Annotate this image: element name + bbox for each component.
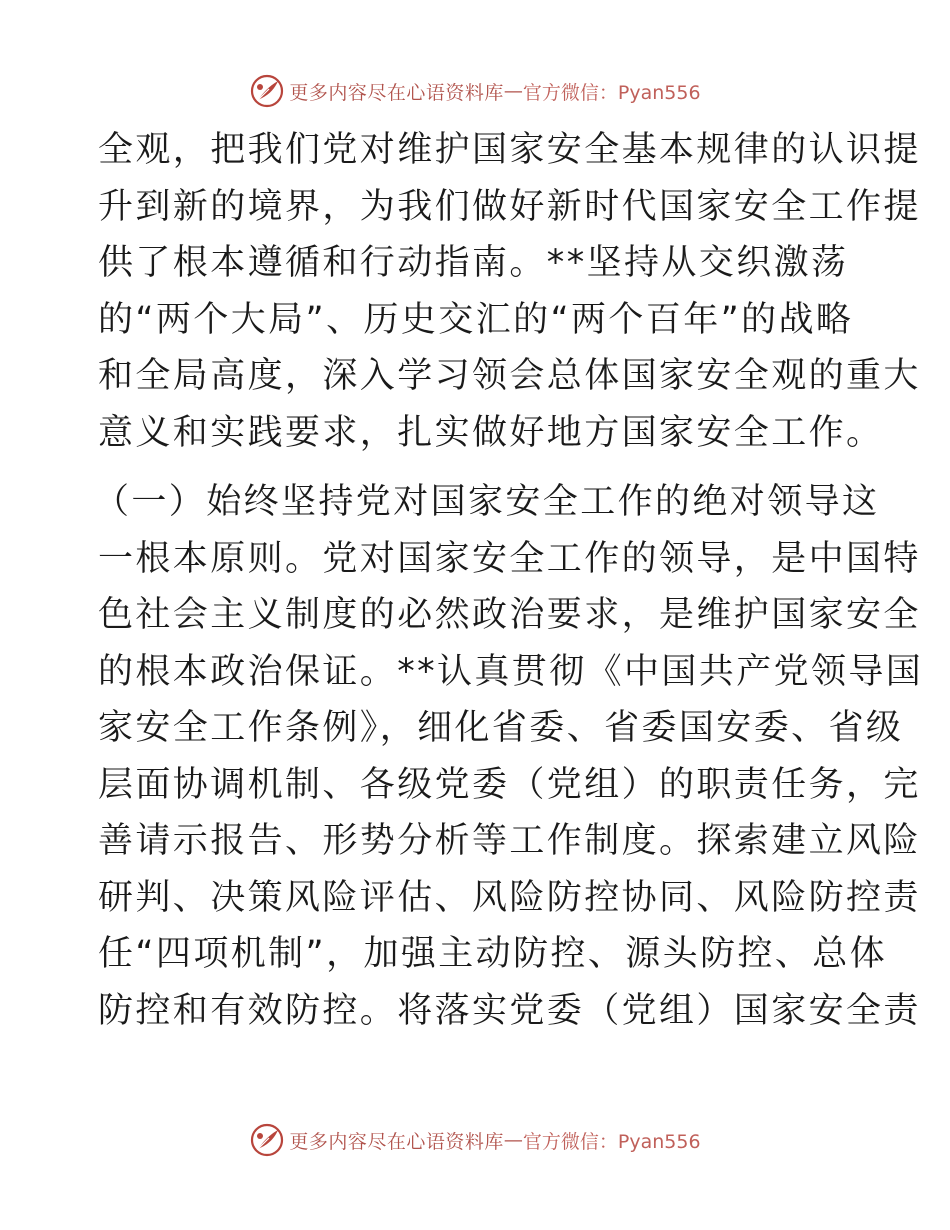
text-line: 全观，把我们党对维护国家安全基本规律的认识提 xyxy=(98,130,921,170)
banner-contact: 官方微信：Pyan556 xyxy=(522,1130,701,1153)
section-heading-line: （一）始终坚持党对国家安全工作的绝对领导这 xyxy=(94,482,880,522)
feather-pen-logo-icon xyxy=(249,1122,285,1158)
banner-site-name: 更多内容尽在心语资料库 xyxy=(289,81,504,104)
text-line: 的“两个大局”、历史交汇的“两个百年”的战略 xyxy=(98,299,854,340)
text-line: 的根本政治保证。**认真贯彻《中国共产党领导国 xyxy=(98,651,924,692)
header-watermark xyxy=(0,71,950,111)
text-line: 一根本原则。党对国家安全工作的领导，是中国特 xyxy=(98,538,921,579)
feather-pen-logo-icon xyxy=(249,73,285,109)
text-line: 色社会主义制度的必然政治要求，是维护国家安全 xyxy=(98,595,921,635)
text-line: 任“四项机制”，加强主动防控、源头防控、总体 xyxy=(98,934,888,974)
text-line: 升到新的境界，为我们做好新时代国家安全工作提 xyxy=(98,186,921,227)
banner-contact: 官方微信：Pyan556 xyxy=(522,81,701,104)
text-line: 和全局高度，深入学习领会总体国家安全观的重大 xyxy=(98,356,921,396)
text-line: 层面协调机制、各级党委（党组）的职责任务，完 xyxy=(98,764,921,805)
text-line: 供了根本遵循和行动指南。**坚持从交织激荡 xyxy=(98,243,849,283)
text-line: 研判、决策风险评估、风险防控协同、风险防控责 xyxy=(98,877,921,918)
text-line: 防控和有效防控。将落实党委（党组）国家安全责 xyxy=(98,990,921,1031)
footer-watermark xyxy=(0,1120,950,1160)
banner-site-name: 更多内容尽在心语资料库 xyxy=(289,1130,504,1153)
text-line: 善请示报告、形势分析等工作制度。探索建立风险 xyxy=(98,821,921,861)
document-body xyxy=(94,122,924,1039)
banner-separator: — xyxy=(503,1129,523,1151)
paragraph-2 xyxy=(94,474,924,1039)
text-line: 家安全工作条例》，细化省委、省委国安委、省级 xyxy=(98,708,904,748)
paragraph-1 xyxy=(98,122,921,461)
text-line: 意义和实践要求，扎实做好地方国家安全工作。 xyxy=(98,412,884,453)
paragraph-gap xyxy=(98,461,858,474)
banner-separator: — xyxy=(503,80,523,102)
